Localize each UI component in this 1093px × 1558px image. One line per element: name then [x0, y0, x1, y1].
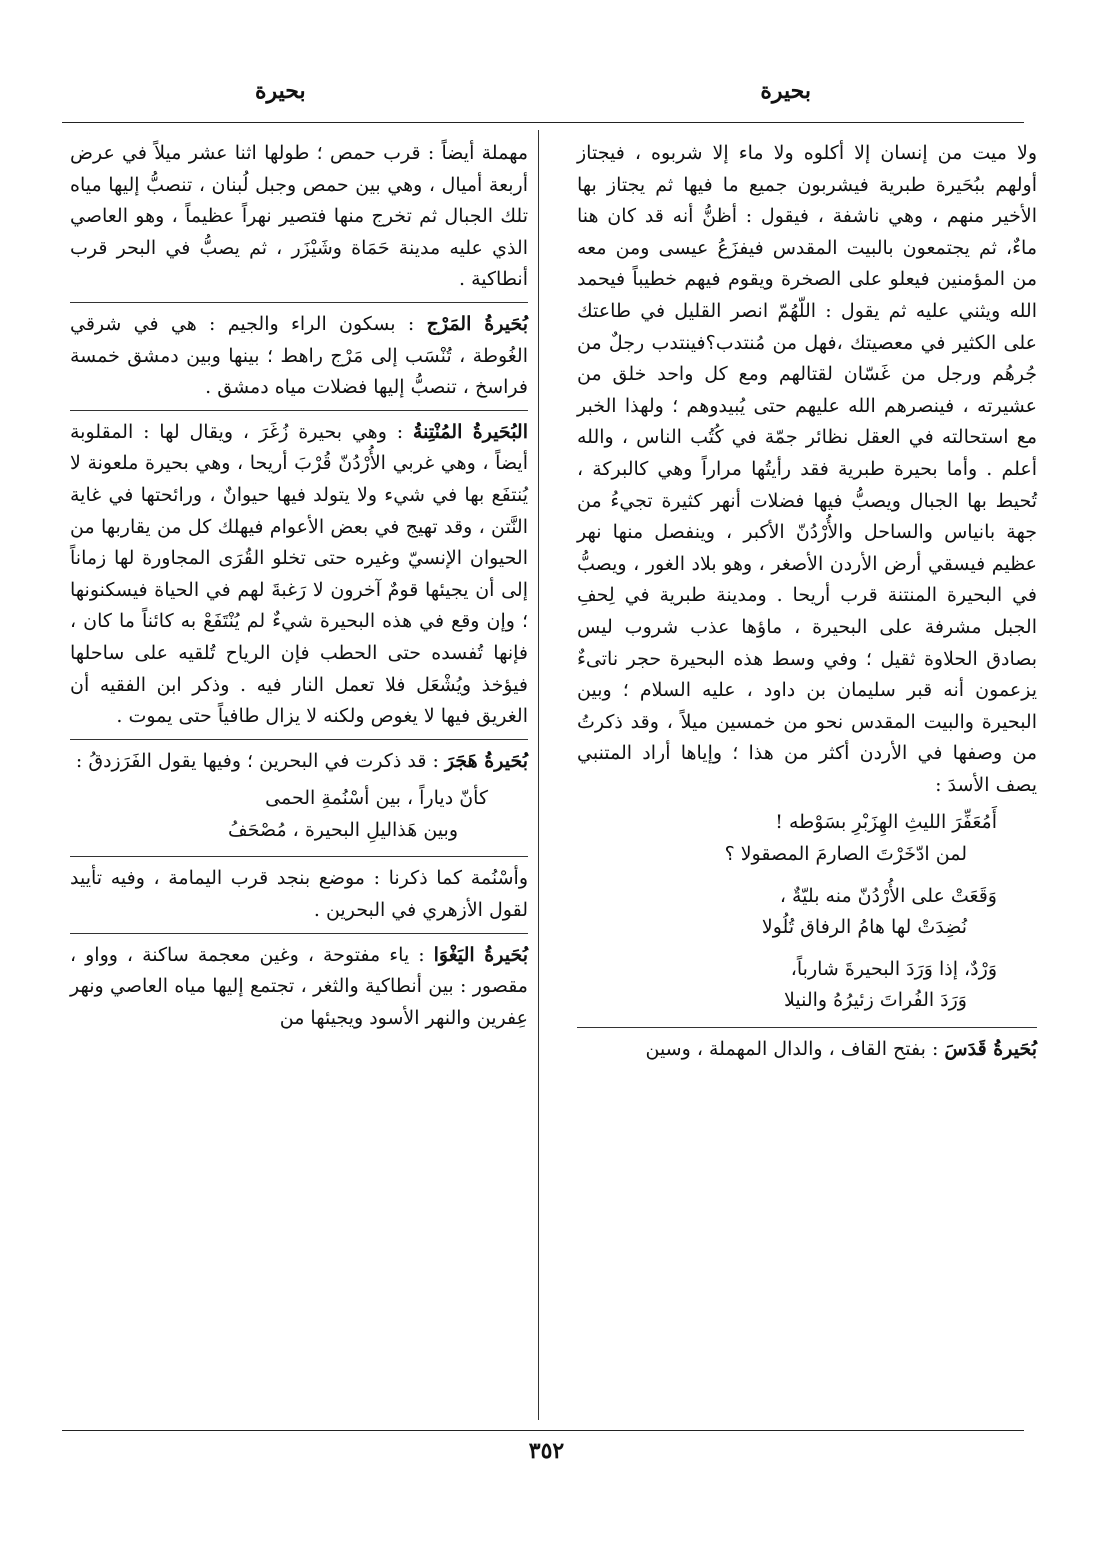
entry-separator	[70, 856, 528, 857]
right-column	[577, 138, 1037, 1072]
verse-line: كأنّ دياراً ، بين أسْنُمةِ الحمى	[265, 787, 488, 810]
poem-mutanabbi	[577, 954, 1037, 1017]
entry-headword: بُحَيرةُ اليَغْوَا	[433, 943, 528, 966]
entry-buhayrat-al-marj	[70, 309, 528, 404]
entry-headword: بُحَيرةُ قَدَسَ	[944, 1038, 1037, 1061]
entry-separator	[70, 933, 528, 934]
entry-text: : قد ذكرت في البحرين ؛ وفيها يقول الفَرَزدقُ :	[75, 749, 445, 772]
header-rule	[62, 122, 1024, 123]
entry-separator	[70, 739, 528, 740]
entry-headword: بُحَيرةُ المَرْج	[426, 312, 528, 335]
entry-text: : ياء مفتوحة ، وغين معجمة ساكنة ، وواو ، مقصور : بين أنطاكية والثغر ، تجتمع إليها مياه العاصي ونهر عِفرين والنهر الأسود ويجيئها من	[70, 943, 528, 1029]
entry-text: : وهي بحيرة زُغَرَ ، ويقال لها : المقلوبة أيضاً ، وهي غربي الأُرْدُنّ قُرْبَ أريحا ، وهي بحيرة ملعونة لا يُنتفَع بها في شيء ولا يتولد فيها حيوانٌ ، ورائحتها في غاية النَّتن ، وقد تهيج في بعض الأعوام فيهلك كل من يقاربها من الحيوان الإنسيّ وغيره حتى تخلو القُرَى المجاورة لها زماناً إلى أن يجيئها قومٌ آخرون لا رَغبةَ لهم في الحياة فيسكنونها ؛ وإن وقع في هذه البحيرة شيءٌ لم يُنْتَفَعْ به كائناً ما كان ، فإنها تُفسده حتى الحطب فإن الرياح تُلقيه على ساحلها فيؤخذ ويُشْعَل فلا تعمل النار فيه . وذكر ابن الفقيه أن الغريق فيها لا يغوص ولكنه لا يزال طافياً حتى يموت .	[70, 420, 528, 728]
column-divider	[538, 130, 539, 1420]
entry-separator	[577, 1027, 1037, 1028]
entry-al-buhayra-al-muntina	[70, 417, 528, 733]
left-column	[70, 138, 528, 1040]
entry-text: : بسكون الراء والجيم : هي في شرقي الغُوطة ، تُنْسَب إلى مَرْج راهط ؛ بينها وبين دمشق خمسة فراسخ ، تنصبُّ إليها فضلات مياه دمشق .	[70, 312, 528, 399]
verse-line: وَرْدٌ، إذا وَرَدَ البحيرةَ شارباً،	[790, 957, 997, 980]
entry-continuation: مهملة أيضاً : قرب حمص ؛ طولها اثنا عشر ميلاً في عرض أربعة أميال ، وهي بين حمص وجبل لُبنان ، تنصبُّ إليها مياه تلك الجبال ثم تخرج منها فتصير نهراً عظيماً ، وهو العاصي الذي عليه مدينة حَمَاة وشَيْزَر ، ثم يصبُّ في البحر قرب أنطاكية .	[70, 142, 528, 291]
poem-mutanabbi	[577, 807, 1037, 870]
verse-line: نُضِدَتْ لها هامُ الرفاق تُلُولا	[761, 916, 967, 939]
entry-separator	[70, 410, 528, 411]
page-number: ٣٥٢	[528, 1438, 565, 1464]
entry-continuation: ولا ميت من إنسان إلا أكلوه ولا ماء إلا شربوه ، فيجتاز أولهم ببُحَيرة طبرية فيشربون جميع ما فيها ثم يجتاز بها الأخير منهم ، وهي ناشفة ، فيقول : أظنُّ أنه قد كان هنا ماءٌ، ثم يجتمعون بالبيت المقدس فيفزَعُ عيسى ومن معه من المؤمنين فيعلو على الصخرة ويقوم فيهم خطيباً فيحمد الله ويثني عليه ثم يقول : اللّهُمّ انصر القليل في طاعتك على الكثير في معصيتك ،فهل من مُنتدب؟فينتدب رجلٌ من جُرهُم ورجل من غَسّان لقتالهم ومع كل واحد خلق من عشيرته ، فينصرهم الله عليهم حتى يُبيدوهم ؛ ولهذا الخبر مع استحالته في العقل نظائر جمّة في كُتُب الناس ، والله أعلم . وأما بحيرة طبرية فقد رأيتُها مراراً وهي كالبركة ، تُحيط بها الجبال ويصبُّ فيها فضلات أنهر كثيرة تجيءُ من جهة بانياس والساحل والأُرْدُنّ الأكبر ، وينفصل منها نهر عظيم فيسقي أرض الأردن الأصغر ، وهو بلاد الغور ، ويصبُّ في البحيرة المنتنة قرب أريحا . ومدينة طبرية في لِحفِ الجبل مشرفة على البحيرة ، ماؤها عذب شروب ليس بصادق الحلاوة ثقيل ؛ وفي وسط هذه البحيرة حجر ناتىءٌ يزعمون أنه قبر سليمان بن داود ، عليه السلام ؛ وبين البحيرة والبيت المقدس نحو من خمسين ميلاً ، وقد ذكرتُ من وصفها في الأردن أكثر من هذا ؛ وإياها أراد المتنبي يصف الأسدَ :	[577, 142, 1037, 796]
poem-farazdaq	[70, 783, 528, 846]
poem-mutanabbi	[577, 881, 1037, 944]
entry-note: وأسْنُمة كما ذكرنا : موضع بنجد قرب اليمامة ، وفيه تأييد لقول الأزهري في البحرين .	[70, 867, 528, 922]
entry-buhayrat-qadas	[577, 1034, 1037, 1066]
verse-line: وَقَعَتْ على الأُرْدُنّ منه بليّةٌ ،	[779, 884, 997, 907]
verse-line: لمن ادّخَرْتَ الصارمَ المصقولا ؟	[724, 843, 967, 866]
entry-separator	[70, 302, 528, 303]
running-header-right: بحيرة	[760, 78, 811, 104]
entry-buhayrat-hajar	[70, 746, 528, 778]
verse-line: وبين هَذاليلِ البحيرة ، مُصْحَفُ	[228, 818, 458, 841]
entry-headword: بُحَيرةُ هَجَرَ	[444, 749, 528, 772]
verse-line: أَمُعَفِّرَ الليثِ الهِزَبْرِ بسَوْطه !	[775, 811, 997, 834]
entry-buhayrat-al-yaghwa	[70, 940, 528, 1035]
running-header-left: بحيرة	[255, 78, 306, 104]
verse-line: وَرَدَ الفُراتَ زئيرُهُ والنيلا	[784, 989, 967, 1012]
entry-text: : بفتح القاف ، والدال المهملة ، وسين	[645, 1038, 945, 1061]
footer-rule	[62, 1430, 1024, 1431]
entry-headword: البُحَيرةُ المُنْتِنةُ	[412, 420, 528, 443]
